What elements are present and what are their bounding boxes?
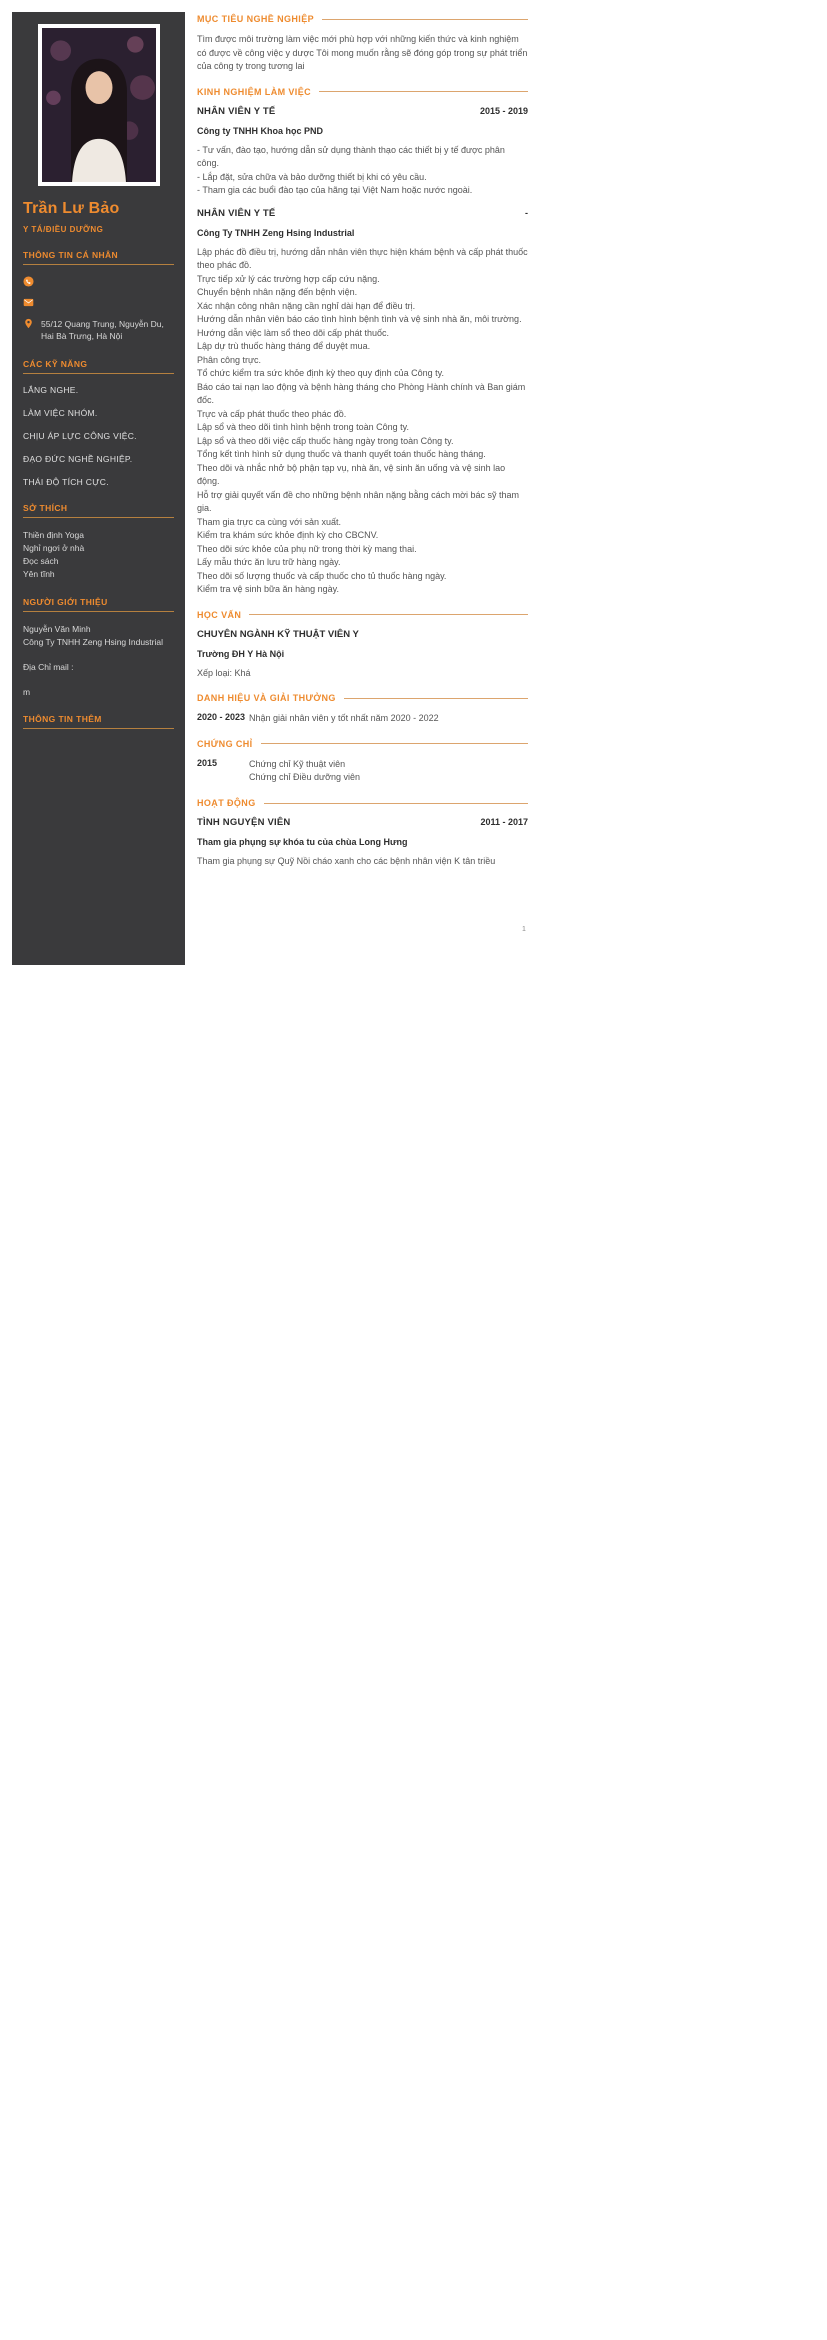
job-detail-line: Kiểm tra vệ sinh bữa ăn hàng ngày.: [197, 584, 339, 594]
contact-email-row: [23, 297, 174, 309]
job-detail-line: Hỗ trợ giải quyết vấn đề cho những bệnh nhân nặng bằng cách mời bác sỹ tham gia.: [197, 489, 520, 513]
job-detail-line: Trực và cấp phát thuốc theo phác đồ.: [197, 408, 347, 419]
section-experience: [197, 87, 528, 597]
mail-icon: [23, 297, 34, 308]
job-details: [197, 246, 528, 597]
job-detail-line: Tổng kết tình hình sử dụng thuốc và thanh quyết toán thuốc hàng tháng.: [197, 449, 486, 459]
objective-heading-text: MỤC TIÊU NGHỀ NGHIỆP: [197, 14, 315, 24]
job-detail-line: - Tư vấn, đào tạo, hướng dẫn sử dụng thành thạo các thiết bị y tế được phân công.: [197, 144, 505, 168]
objective-text: Tìm được môi trường làm việc mới phù hợp với những kiến thức và kinh nghiệm có được về công việc y dược Tôi mong muốn rằng sẽ đóng góp trong sự phát triển của công ty trong tương lai: [197, 34, 528, 71]
activities-heading: [197, 798, 528, 808]
reference-line: [23, 649, 174, 661]
heading-rule: [319, 91, 528, 92]
heading-rule: [322, 19, 528, 20]
education-major: CHUYÊN NGÀNH KỸ THUẬT VIÊN Y: [197, 628, 359, 640]
certificate-line: Chứng chỉ Kỹ thuật viên: [249, 758, 346, 769]
certificate-lines: [249, 758, 528, 786]
awards-heading-text: DANH HIỆU VÀ GIẢI THƯỞNG: [197, 693, 336, 703]
job-detail-line: Lấy mẫu thức ăn lưu trữ hàng ngày.: [197, 557, 341, 567]
award-item: [197, 712, 528, 726]
section-objective: [197, 14, 528, 74]
job-detail-line: Hướng dẫn nhân viên báo cáo tình hình bệnh tình và vệ sinh nhà ăn, môi trường.: [197, 314, 522, 324]
certificate-item: [197, 758, 528, 786]
hobby-item: Nghỉ ngơi ở nhà: [23, 542, 85, 553]
job-entry-1: [197, 106, 528, 198]
job-details: [197, 144, 528, 198]
cv-document: [12, 12, 528, 965]
job-period: -: [525, 207, 528, 218]
profile-photo-image: [42, 28, 156, 182]
candidate-role: Y TÁ/ĐIỀU DƯỠNG: [23, 225, 104, 234]
skills-heading: CÁC KỸ NĂNG: [23, 359, 174, 374]
job-detail-line: Lập phác đồ điều trị, hướng dẫn nhân viên thực hiện khám bệnh và cấp phát thuốc theo phác đồ.: [197, 246, 528, 270]
job-head: [197, 208, 528, 219]
skill-item: LẮNG NGHE.: [23, 384, 79, 395]
location-pin-icon: [23, 318, 34, 329]
job-detail-line: Phân công trực.: [197, 354, 262, 365]
candidate-name: Trần Lư Bảo: [23, 200, 120, 217]
page-number: 1: [522, 926, 526, 933]
job-title: NHÂN VIÊN Y TẾ: [197, 207, 276, 219]
experience-heading-text: KINH NGHIỆM LÀM VIỆC: [197, 86, 312, 97]
main-content: [185, 12, 528, 965]
hobby-item: Yên tĩnh: [23, 569, 55, 580]
job-head: [197, 106, 528, 117]
objective-heading: [197, 14, 528, 24]
heading-rule: [264, 803, 528, 804]
job-detail-line: Chuyển bệnh nhân nặng đến bệnh viện.: [197, 287, 358, 297]
section-activities: [197, 798, 528, 869]
section-awards: [197, 693, 528, 726]
extra-info-heading: THÔNG TIN THÊM: [23, 714, 174, 729]
job-detail-line: Lập sổ và theo dõi việc cấp thuốc hàng ngày trong toàn Công ty.: [197, 435, 454, 446]
activity-period: 2011 - 2017: [480, 817, 528, 828]
job-detail-line: Tham gia trực ca cùng với sản xuất.: [197, 516, 341, 527]
activity-highlight: Tham gia phụng sự khóa tu của chùa Long Hưng: [197, 837, 408, 848]
job-entry-2: [197, 208, 528, 597]
award-text: Nhận giải nhân viên y tốt nhất năm 2020 - 2022: [249, 713, 439, 723]
reference-line: [23, 674, 174, 686]
job-detail-line: Hướng dẫn việc làm sổ theo dõi cấp phát thuốc.: [197, 327, 390, 338]
education-heading-text: HỌC VẤN: [197, 609, 242, 620]
hobbies-heading: SỞ THÍCH: [23, 503, 174, 518]
heading-rule: [249, 614, 528, 615]
job-detail-line: Xác nhận công nhân nặng cần nghỉ dài hạn để điều trị.: [197, 300, 416, 311]
job-detail-line: Báo cáo tai nạn lao động và bệnh hàng tháng cho Phòng Hành chính và Ban giám đốc.: [197, 381, 526, 405]
awards-heading: [197, 693, 528, 703]
skill-item: ĐẠO ĐỨC NGHỀ NGHIỆP.: [23, 453, 133, 464]
hobby-item: Đọc sách: [23, 555, 59, 566]
skill-item: CHỊU ÁP LỰC CÔNG VIỆC.: [23, 430, 137, 441]
award-period: 2020 - 2023: [197, 712, 246, 722]
reference-line: m: [23, 686, 31, 697]
personal-info-heading: THÔNG TIN CÁ NHÂN: [23, 250, 174, 265]
section-certificates: [197, 739, 528, 786]
job-detail-line: - Lắp đặt, sửa chữa và bảo dưỡng thiết bị khi có yêu cầu.: [197, 171, 427, 182]
address-text: 55/12 Quang Trung, Nguyễn Du, Hai Bà Trưng, Hà Nội: [41, 319, 164, 342]
job-detail-line: Tổ chức kiểm tra sức khỏe định kỳ theo quy định của Công ty.: [197, 368, 445, 378]
job-company: Công Ty TNHH Zeng Hsing Industrial: [197, 227, 355, 238]
references-list: [23, 623, 174, 698]
heading-rule: [344, 698, 528, 699]
sidebar: [12, 12, 185, 965]
education-heading: [197, 610, 528, 620]
education-school: Trường ĐH Y Hà Nội: [197, 648, 285, 659]
reference-line: Nguyễn Văn Minh: [23, 624, 91, 635]
skill-item: LÀM VIỆC NHÓM.: [23, 407, 98, 418]
section-education: [197, 610, 528, 681]
skill-item: THÁI ĐỘ TÍCH CỰC.: [23, 476, 109, 487]
contact-phone-row: [23, 276, 174, 288]
experience-heading: [197, 87, 528, 97]
job-detail-line: Lập dự trù thuốc hàng tháng để duyệt mua.: [197, 341, 371, 351]
activities-heading-text: HOẠT ĐỘNG: [197, 798, 256, 809]
job-detail-line: Theo dõi số lượng thuốc và cấp thuốc cho tủ thuốc hàng ngày.: [197, 570, 447, 581]
activity-head: [197, 817, 528, 828]
reference-line: Công Ty TNHH Zeng Hsing Industrial: [23, 637, 163, 648]
job-title: NHÂN VIÊN Y TẾ: [197, 105, 276, 117]
job-company: Công ty TNHH Khoa học PND: [197, 125, 323, 136]
job-detail-line: Lập sổ và theo dõi tình hình bệnh trong toàn Công ty.: [197, 422, 409, 432]
job-detail-line: Trực tiếp xử lý các trường hợp cấp cứu nặng.: [197, 273, 380, 284]
profile-photo: [38, 24, 160, 186]
hobbies-list: [23, 529, 174, 582]
skills-list: [23, 385, 174, 487]
certificate-line: Chứng chỉ Điều dưỡng viên: [249, 772, 361, 783]
hobby-item: Thiền định Yoga: [23, 529, 84, 540]
certificate-year: 2015: [197, 757, 218, 768]
phone-icon: [23, 276, 34, 287]
reference-line: Địa Chỉ mail :: [23, 661, 74, 672]
education-grade: Xếp loại: Khá: [197, 667, 251, 678]
activity-detail: Tham gia phụng sự Quỹ Nồi cháo xanh cho các bệnh nhân viện K tân triều: [197, 856, 496, 867]
job-detail-line: - Tham gia các buổi đào tạo của hãng tại Việt Nam hoặc nước ngoài.: [197, 185, 473, 195]
job-detail-line: Theo dõi sức khỏe của phụ nữ trong thời kỳ mang thai.: [197, 543, 417, 554]
certificates-heading: [197, 739, 528, 749]
job-detail-line: Kiểm tra khám sức khỏe định kỳ cho CBCNV.: [197, 530, 379, 540]
activity-title: TÌNH NGUYỆN VIÊN: [197, 817, 291, 829]
contact-address-row: [23, 318, 174, 343]
heading-rule: [261, 743, 528, 744]
job-detail-line: Theo dõi và nhắc nhở bộ phận tạp vụ, nhà ăn, vệ sinh ăn uống và vệ sinh lao động.: [197, 462, 506, 486]
certificates-heading-text: CHỨNG CHỈ: [197, 738, 253, 749]
job-period: 2015 - 2019: [479, 105, 528, 116]
references-heading: NGƯỜI GIỚI THIỆU: [23, 597, 174, 612]
